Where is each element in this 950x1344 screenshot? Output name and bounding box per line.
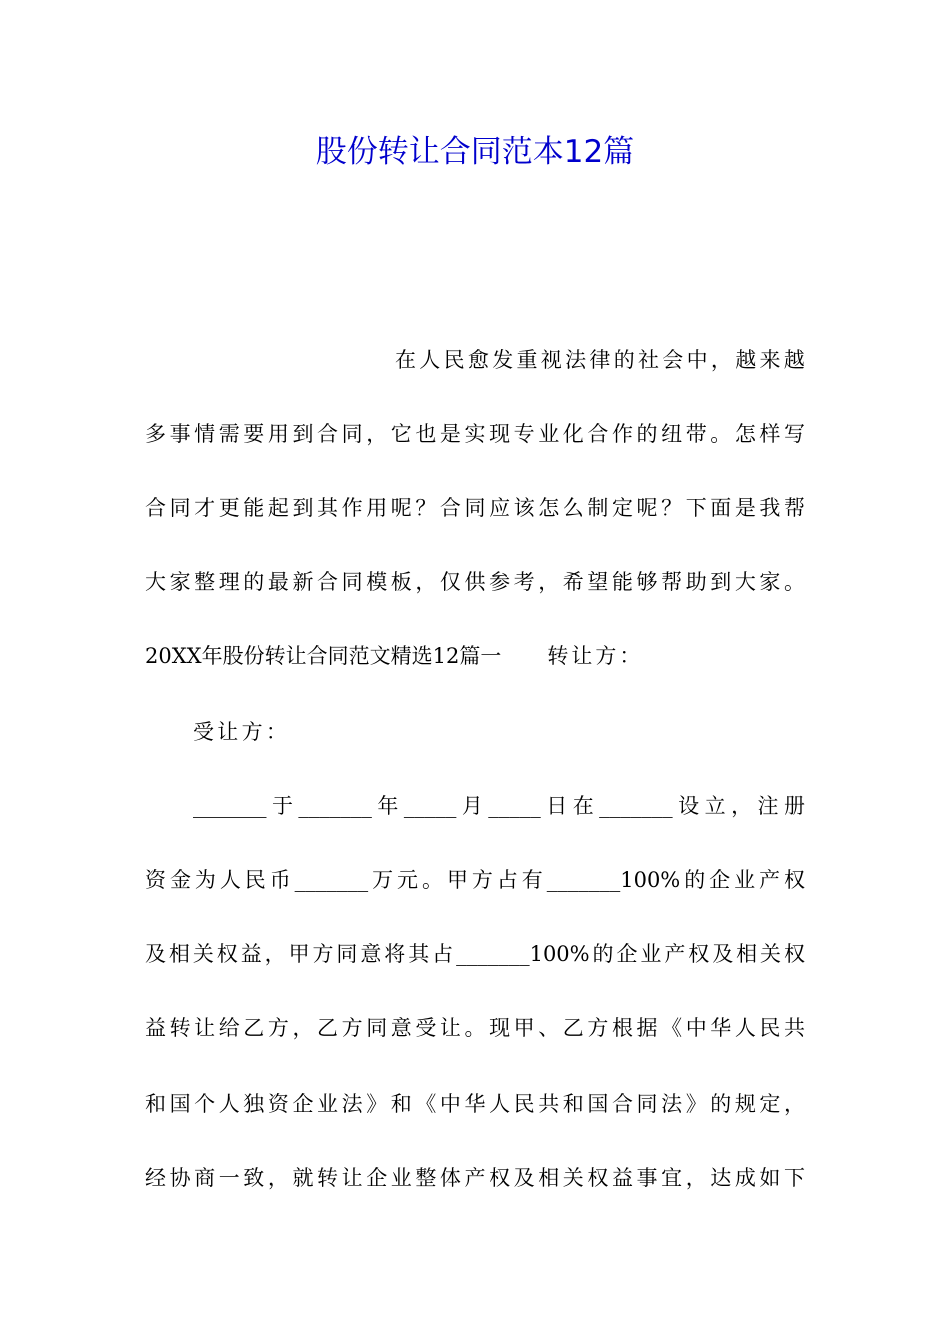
body-line-2: 资金为人民币_______万元。甲方占有_______100%的企业产权 bbox=[145, 868, 805, 892]
body-line-6: 经协商一致，就转让企业整体产权及相关权益事宜，达成如下 bbox=[145, 1166, 805, 1190]
section-heading: 20XX年股份转让合同范文精选12篇一 bbox=[145, 644, 502, 668]
body-line-4: 益转让给乙方，乙方同意受让。现甲、乙方根据《中华人民共 bbox=[145, 1016, 805, 1040]
transferor-label: 转让方： bbox=[547, 644, 644, 668]
transferee-label: 受让方： bbox=[193, 720, 291, 744]
page-title: 股份转让合同范本12篇 bbox=[315, 134, 635, 170]
body-line-3: 及相关权益，甲方同意将其占_______100%的企业产权及相关权 bbox=[145, 942, 805, 966]
body-line-5: 和国个人独资企业法》和《中华人民共和国合同法》的规定， bbox=[145, 1092, 805, 1116]
intro-line-2: 多事情需要用到合同，它也是实现专业化合作的纽带。怎样写 bbox=[145, 422, 805, 446]
body-line-1: _______于_______年_____月_____日在_______设立，注册 bbox=[193, 794, 805, 818]
intro-line-4: 大家整理的最新合同模板，仅供参考，希望能够帮助到大家。 bbox=[145, 570, 805, 594]
section-heading-line bbox=[145, 638, 805, 674]
intro-line-1: 在人民愈发重视法律的社会中，越来越 bbox=[395, 348, 809, 372]
intro-line-3: 合同才更能起到其作用呢？合同应该怎么制定呢？下面是我帮 bbox=[145, 496, 805, 520]
